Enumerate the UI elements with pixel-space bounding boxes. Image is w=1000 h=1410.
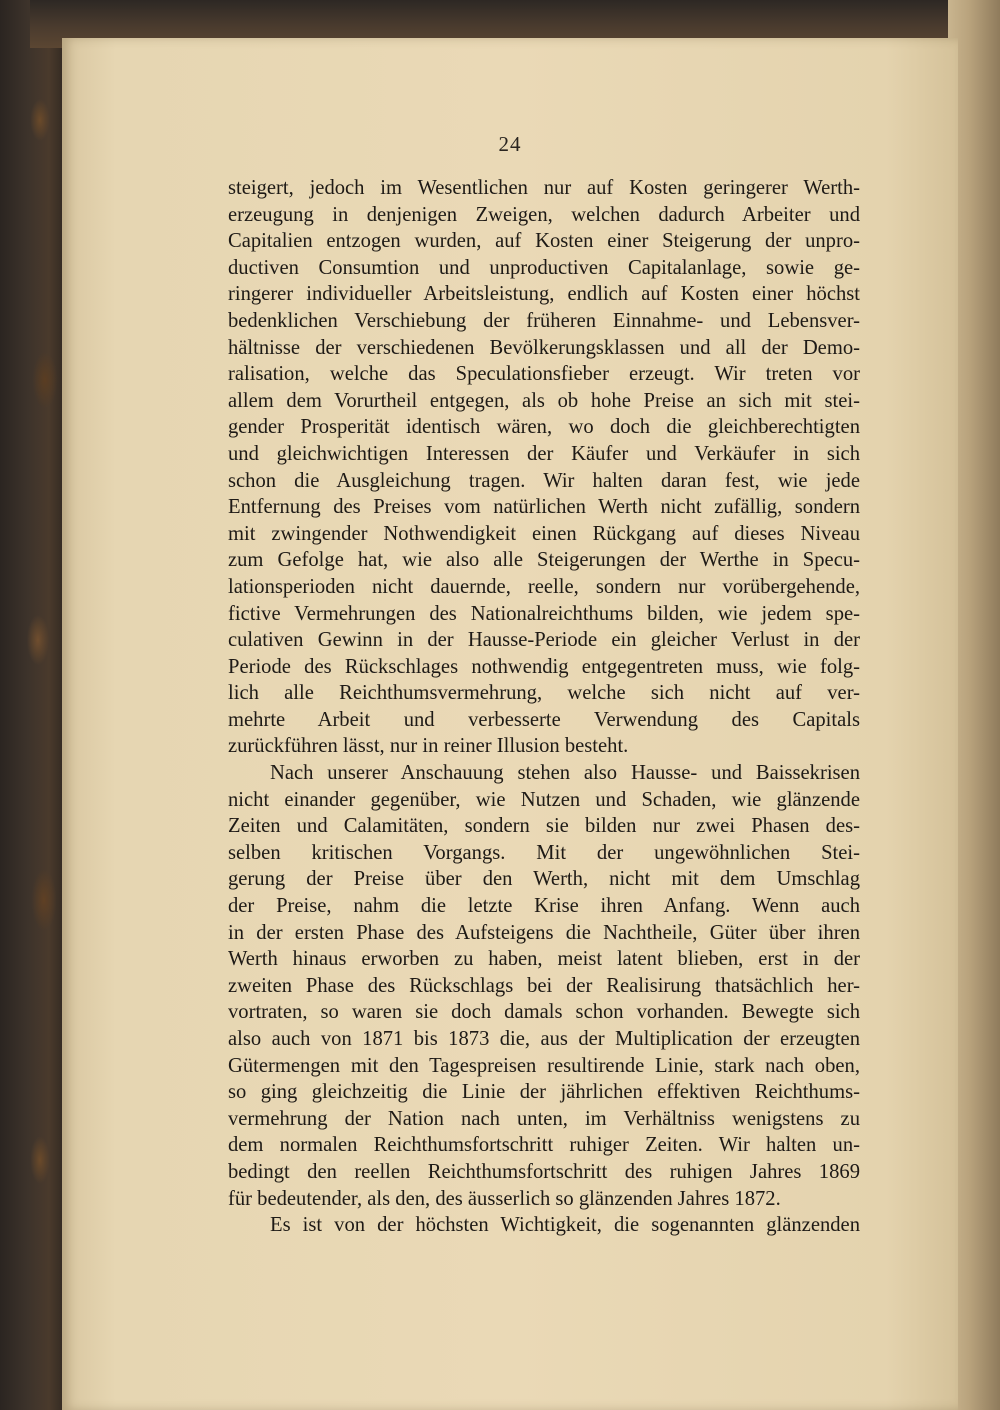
text-line: schon die Ausgleichung tragen. Wir halten daran fest, wie jede — [228, 469, 860, 492]
page-text-block — [228, 175, 860, 1239]
text-line: Nach unserer Anschauung stehen also Hausse- und Baissekrisen — [270, 762, 860, 785]
text-line: ralisation, welche das Speculationsfieber erzeugt. Wir treten vor — [228, 363, 860, 386]
book-cover-left-edge — [0, 0, 70, 1410]
page-number: 24 — [498, 132, 522, 156]
text-line: mehrte Arbeit und verbesserte Verwendung des Capitals — [228, 708, 860, 731]
text-line: lationsperioden nicht dauernde, reelle, sondern nur vorübergehende, — [228, 575, 860, 598]
text-line: in der ersten Phase des Aufsteigens die Nachtheile, Güter über ihren — [228, 921, 860, 944]
text-line: Zeiten und Calamitäten, sondern sie bilden nur zwei Phasen des- — [228, 815, 860, 838]
text-line: Es ist von der höchsten Wichtigkeit, die sogenannten glänzenden — [270, 1214, 860, 1237]
text-line: selben kritischen Vorgangs. Mit der ungewöhnlichen Stei- — [228, 841, 860, 864]
book-page — [62, 38, 958, 1410]
text-line: bedingt den reellen Reichthumsfortschritt des ruhigen Jahres 1869 — [228, 1160, 860, 1183]
text-line: steigert, jedoch im Wesentlichen nur auf Kosten geringerer Werth- — [228, 177, 860, 199]
text-line: zum Gefolge hat, wie also alle Steigerungen der Werthe in Specu- — [228, 549, 860, 572]
text-line: und gleichwichtigen Interessen der Käufer und Verkäufer in sich — [228, 442, 860, 465]
text-line: lich alle Reichthumsvermehrung, welche sich nicht auf ver- — [228, 682, 860, 705]
text-line: hältnisse der verschiedenen Bevölkerungsklassen und all der Demo- — [228, 336, 860, 359]
text-line: zurückführen lässt, nur in reiner Illusion besteht. — [228, 735, 629, 758]
text-line: vermehrung der Nation nach unten, im Verhältniss wenigstens zu — [228, 1107, 860, 1130]
text-line: Periode des Rückschlages nothwendig entgegentreten muss, wie folg- — [228, 655, 860, 678]
text-line: so ging gleichzeitig die Linie der jährlichen effektiven Reichthums- — [228, 1081, 860, 1104]
text-line: für bedeutender, als den, des äusserlich so glänzenden Jahres 1872. — [228, 1187, 781, 1210]
text-line: ringerer individueller Arbeitsleistung, endlich auf Kosten einer höchst — [228, 283, 860, 306]
text-line: vortraten, so waren sie doch damals schon vorhanden. Bewegte sich — [228, 1001, 860, 1024]
text-line: also auch von 1871 bis 1873 die, aus der Multiplication der erzeugten — [228, 1028, 860, 1050]
text-line: bedenklichen Verschiebung der früheren Einnahme- und Lebensver- — [228, 309, 860, 332]
text-line: erzeugung in denjenigen Zweigen, welchen dadurch Arbeiter und — [228, 203, 860, 226]
text-line: gender Prosperität identisch wären, wo doch die gleichberechtigten — [228, 416, 860, 439]
text-line: mit zwingender Nothwendigkeit einen Rückgang auf dieses Niveau — [228, 522, 860, 545]
text-line: allem dem Vorurtheil entgegen, als ob hohe Preise an sich mit stei- — [228, 389, 860, 412]
text-line: ductiven Consumtion und unproductiven Capitalanlage, sowie ge- — [228, 256, 860, 279]
text-line: gerung der Preise über den Werth, nicht mit dem Umschlag — [228, 868, 860, 891]
text-line: zweiten Phase des Rückschlags bei der Realisirung thatsächlich her- — [228, 974, 860, 997]
text-line: Gütermengen mit den Tagespreisen resultirende Linie, stark nach oben, — [228, 1054, 860, 1077]
text-line: fictive Vermehrungen des Nationalreichthums bilden, wie jedem spe- — [228, 602, 860, 625]
text-line: Capitalien entzogen wurden, auf Kosten einer Steigerung der unpro- — [228, 230, 860, 253]
text-line: nicht einander gegenüber, wie Nutzen und Schaden, wie glänzende — [228, 788, 860, 811]
text-line: der Preise, nahm die letzte Krise ihren Anfang. Wenn auch — [228, 895, 860, 918]
text-line: Entfernung des Preises vom natürlichen Werth nicht zufällig, sondern — [228, 496, 860, 519]
text-line: dem normalen Reichthumsfortschritt ruhiger Zeiten. Wir halten un- — [228, 1134, 860, 1157]
text-line: Werth hinaus erworben zu haben, meist latent blieben, erst in der — [228, 948, 860, 971]
text-line: culativen Gewinn in der Hausse-Periode ein gleicher Verlust in der — [228, 629, 860, 652]
